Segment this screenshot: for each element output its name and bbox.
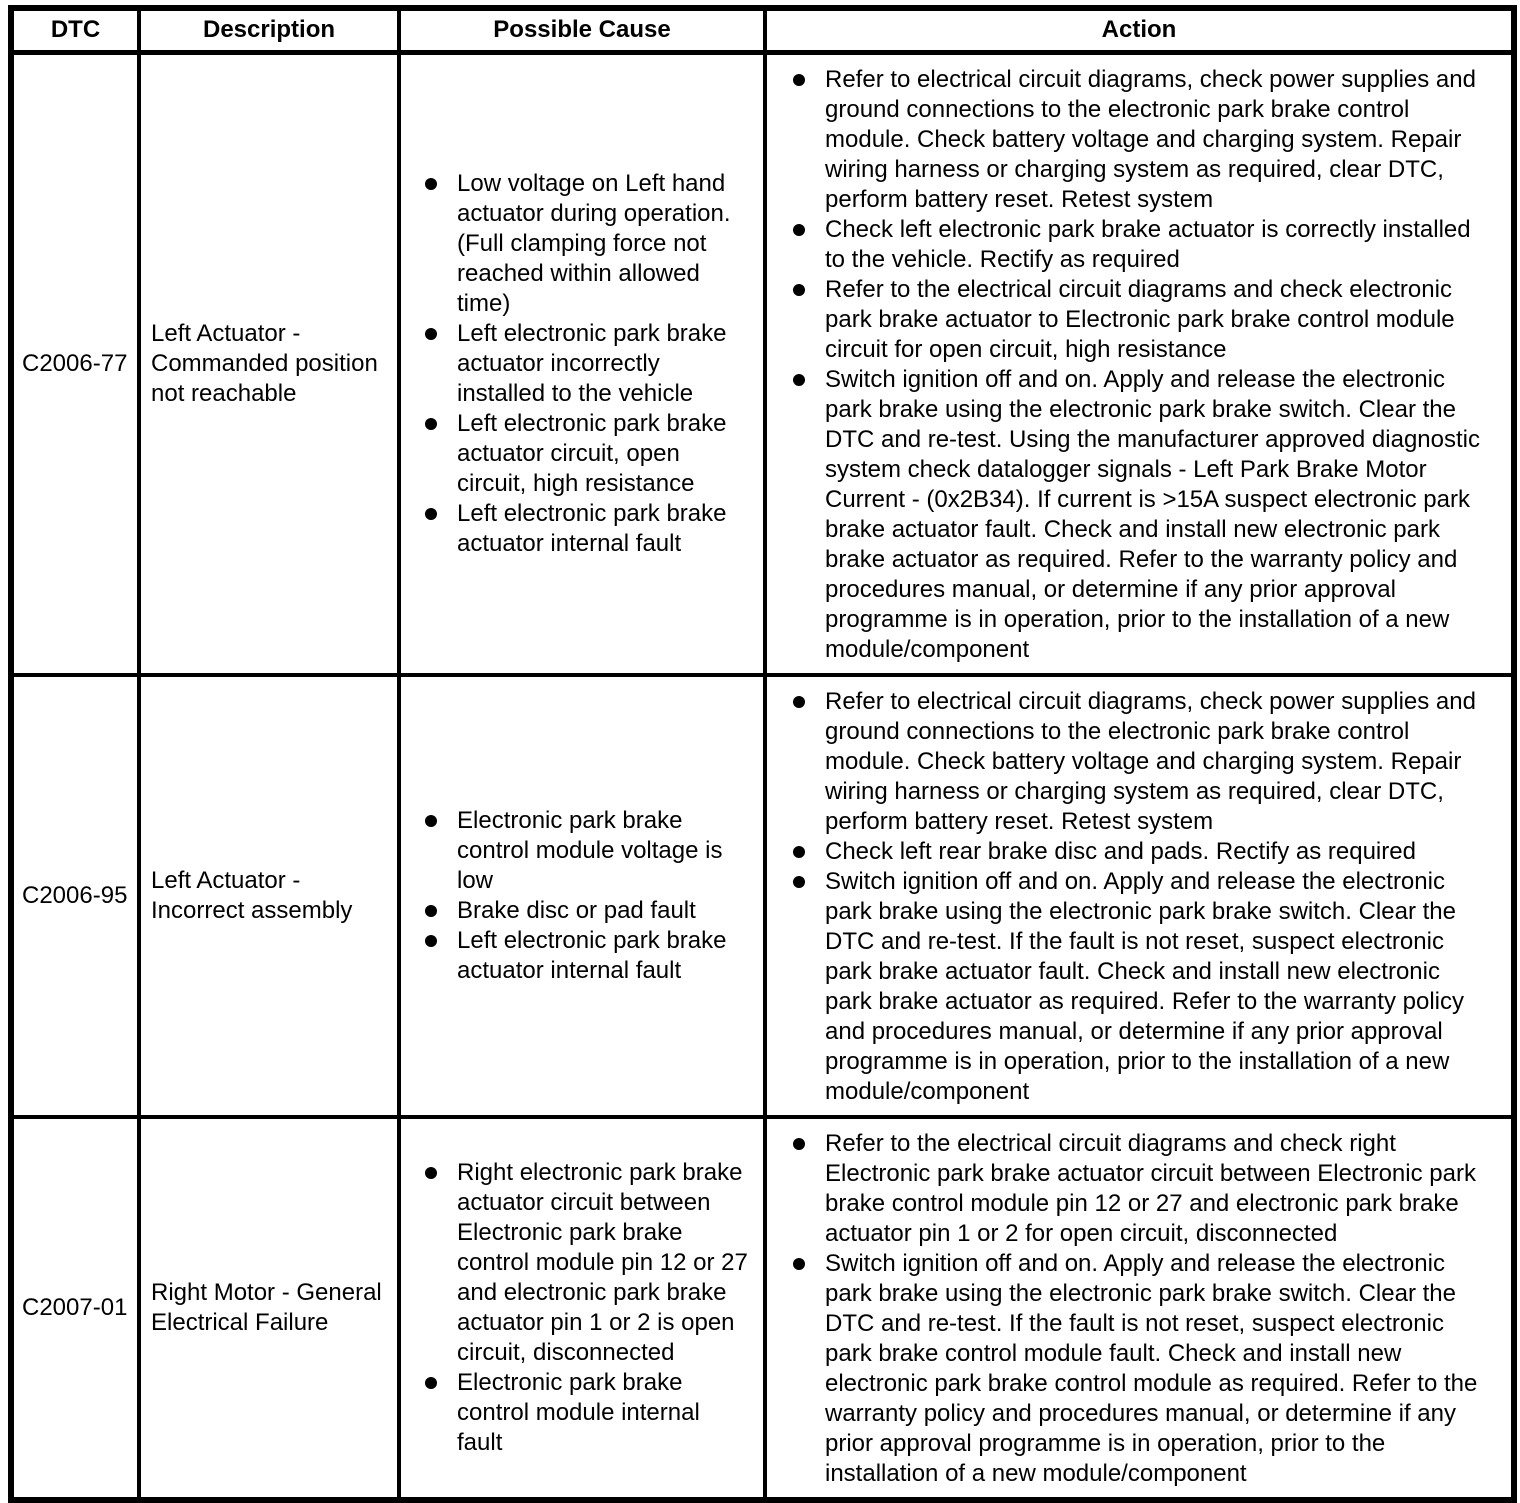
- dtc-cell: C2006-77: [11, 52, 139, 675]
- action-cell: [765, 1117, 1514, 1500]
- list-item-text: Refer to the electrical circuit diagrams and check right Electronic park brake actuator circuit between Electronic park brake control module pin 12 or 27 and electronic park brake actuator pin 1 or 2 for open circuit, disconnected: [825, 1129, 1476, 1247]
- list-item: [401, 1368, 763, 1458]
- bullet-icon: [793, 224, 805, 236]
- bullet-icon: [425, 905, 437, 917]
- bullet-icon: [793, 1258, 805, 1270]
- bullet-icon: [425, 418, 437, 430]
- description-cell: Left Actuator - Incorrect assembly: [139, 675, 399, 1117]
- cause-list: [401, 1158, 763, 1458]
- list-item: [401, 896, 763, 926]
- bullet-icon: [425, 178, 437, 190]
- list-item: [401, 926, 763, 986]
- description-cell: Left Actuator - Commanded position not reachable: [139, 52, 399, 675]
- bullet-icon: [793, 1138, 805, 1150]
- list-item-text: Check left electronic park brake actuator is correctly installed to the vehicle. Rectify as required: [825, 215, 1471, 273]
- dtc-cell: C2007-01: [11, 1117, 139, 1500]
- action-list: [767, 1129, 1511, 1489]
- bullet-icon: [793, 374, 805, 386]
- list-item-text: Right electronic park brake actuator circuit between Electronic park brake control module pin 12 or 27 and electronic park brake actuator pin 1 or 2 is open circuit, disconnected: [457, 1158, 748, 1366]
- list-item-text: Left electronic park brake actuator internal fault: [457, 926, 727, 984]
- dtc-table: [8, 5, 1517, 1503]
- bullet-icon: [793, 284, 805, 296]
- list-item-text: Brake disc or pad fault: [457, 896, 696, 924]
- possible-cause-cell: [399, 52, 765, 675]
- bullet-icon: [793, 74, 805, 86]
- header-description: Description: [139, 8, 399, 52]
- list-item: [401, 409, 763, 499]
- bullet-icon: [793, 846, 805, 858]
- table-row: [11, 675, 1514, 1117]
- bullet-icon: [425, 508, 437, 520]
- list-item-text: Switch ignition off and on. Apply and release the electronic park brake using the electronic park brake switch. Clear the DTC and re-test. Using the manufacturer approved diagnostic system check datalogger signals - Left Park Brake Motor Current - (0x2B34). If current is >15A suspect electronic park brake actuator fault. Check and install new electronic park brake actuator as required. Refer to the warranty policy and procedures manual, or determine if any prior approval programme is in operation, prior to the installation of a new module/component: [825, 365, 1480, 663]
- bullet-icon: [425, 935, 437, 947]
- action-cell: [765, 675, 1514, 1117]
- list-item-text: Switch ignition off and on. Apply and release the electronic park brake using the electronic park brake switch. Clear the DTC and re-test. If the fault is not reset, suspect electronic park brake control module fault. Check and install new electronic park brake control module as required. Refer to the warranty policy and procedures manual, or determine if any prior approval programme is in operation, prior to the installation of a new module/component: [825, 1249, 1478, 1487]
- list-item: [401, 169, 763, 319]
- list-item: [767, 687, 1511, 837]
- list-item: [767, 275, 1511, 365]
- header-dtc: DTC: [11, 8, 139, 52]
- header-possible-cause: Possible Cause: [399, 8, 765, 52]
- list-item: [767, 215, 1511, 275]
- action-list: [767, 687, 1511, 1107]
- list-item-text: Check left rear brake disc and pads. Rectify as required: [825, 837, 1416, 865]
- bullet-icon: [425, 1167, 437, 1179]
- list-item-text: Electronic park brake control module internal fault: [457, 1368, 700, 1456]
- list-item-text: Switch ignition off and on. Apply and release the electronic park brake using the electronic park brake switch. Clear the DTC and re-test. If the fault is not reset, suspect electronic park brake actuator fault. Check and install new electronic park brake actuator as required. Refer to the warranty policy and procedures manual, or determine if any prior approval programme is in operation, prior to the installation of a new module/component: [825, 867, 1464, 1105]
- possible-cause-cell: [399, 675, 765, 1117]
- list-item-text: Refer to electrical circuit diagrams, check power supplies and ground connections to the electronic park brake control module. Check battery voltage and charging system. Repair wiring harness or charging system as required, clear DTC, perform battery reset. Retest system: [825, 687, 1476, 835]
- description-cell: Right Motor - General Electrical Failure: [139, 1117, 399, 1500]
- dtc-cell: C2006-95: [11, 675, 139, 1117]
- possible-cause-cell: [399, 1117, 765, 1500]
- bullet-icon: [425, 815, 437, 827]
- list-item-text: Left electronic park brake actuator internal fault: [457, 499, 727, 557]
- list-item-text: Left electronic park brake actuator circuit, open circuit, high resistance: [457, 409, 727, 497]
- bullet-icon: [425, 1377, 437, 1389]
- list-item-text: Refer to electrical circuit diagrams, check power supplies and ground connections to the electronic park brake control module. Check battery voltage and charging system. Repair wiring harness or charging system as required, clear DTC, perform battery reset. Retest system: [825, 65, 1476, 213]
- list-item: [767, 1249, 1511, 1489]
- bullet-icon: [793, 696, 805, 708]
- list-item-text: Low voltage on Left hand actuator during operation. (Full clamping force not reached within allowed time): [457, 169, 731, 317]
- list-item: [767, 365, 1511, 665]
- table-row: [11, 1117, 1514, 1500]
- list-item: [767, 837, 1511, 867]
- list-item: [767, 65, 1511, 215]
- header-action: Action: [765, 8, 1514, 52]
- action-list: [767, 65, 1511, 665]
- list-item-text: Electronic park brake control module voltage is low: [457, 806, 723, 894]
- list-item-text: Left electronic park brake actuator incorrectly installed to the vehicle: [457, 319, 727, 407]
- table-row: [11, 52, 1514, 675]
- header-row: [11, 8, 1514, 52]
- list-item: [767, 1129, 1511, 1249]
- bullet-icon: [793, 876, 805, 888]
- cause-list: [401, 806, 763, 986]
- cause-list: [401, 169, 763, 559]
- action-cell: [765, 52, 1514, 675]
- list-item: [767, 867, 1511, 1107]
- list-item: [401, 499, 763, 559]
- list-item: [401, 319, 763, 409]
- list-item: [401, 806, 763, 896]
- list-item-text: Refer to the electrical circuit diagrams and check electronic park brake actuator to Electronic park brake control module circuit for open circuit, high resistance: [825, 275, 1455, 363]
- table-body: [11, 52, 1514, 1500]
- bullet-icon: [425, 328, 437, 340]
- list-item: [401, 1158, 763, 1368]
